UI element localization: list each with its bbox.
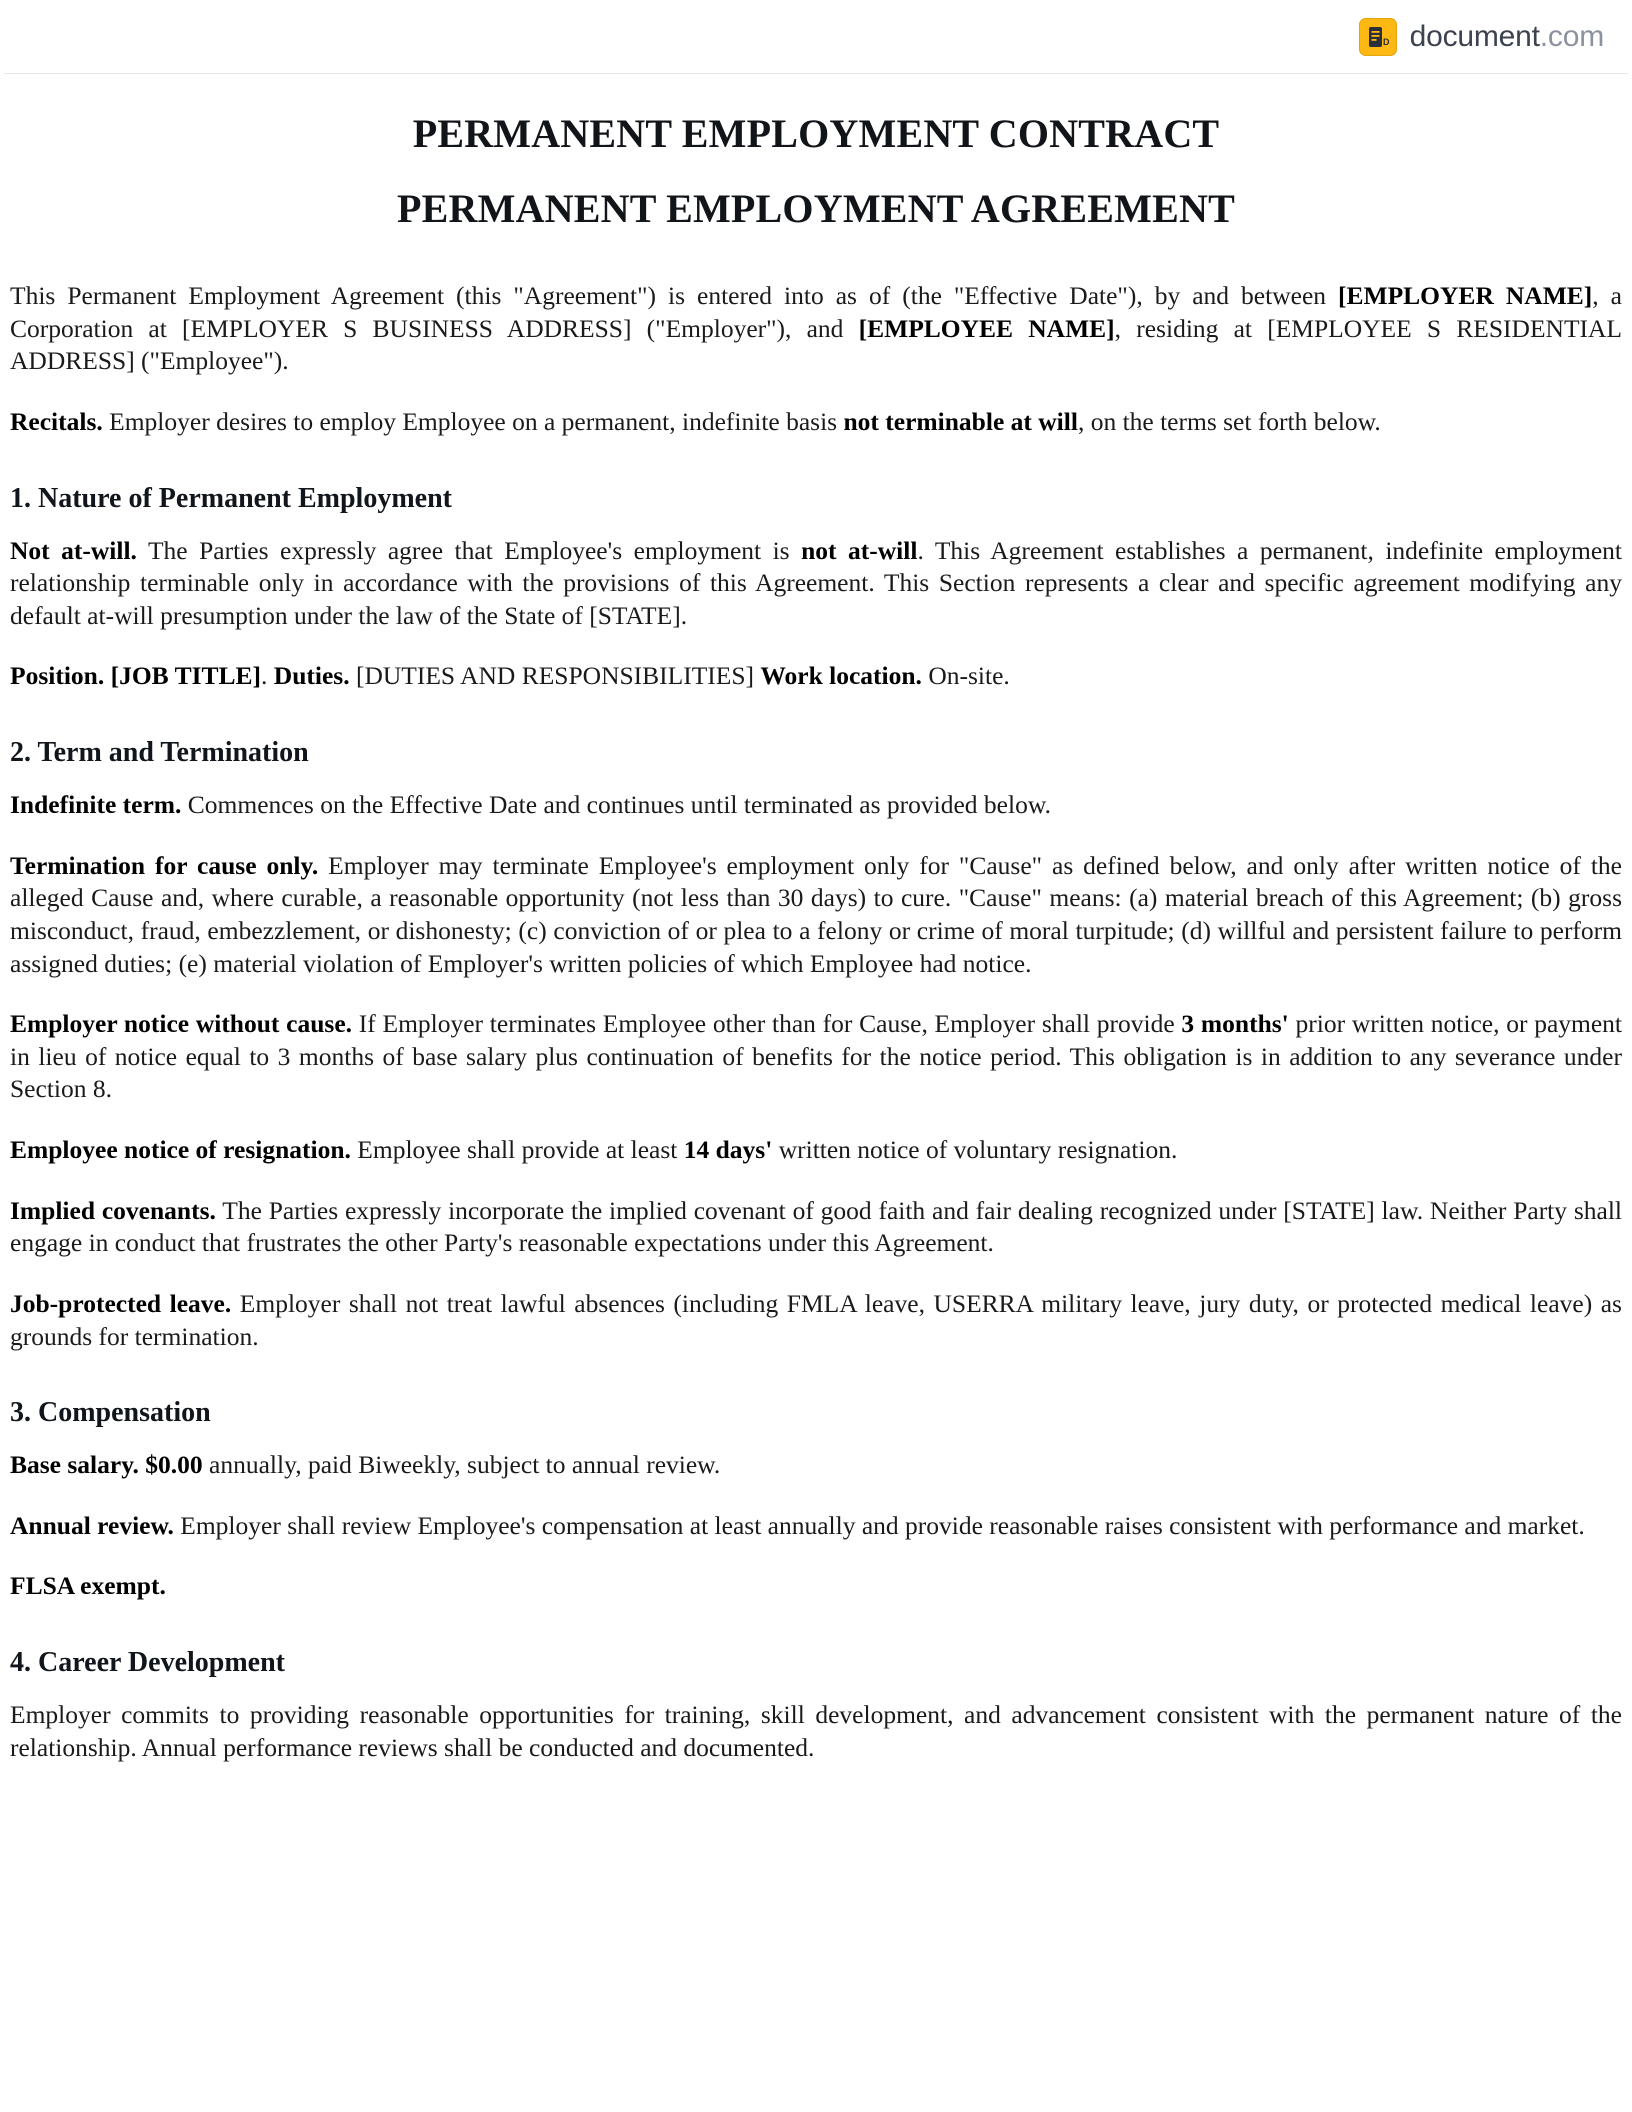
svg-text:D: D — [1382, 36, 1390, 47]
paragraph-label: Base salary. $0.00 — [10, 1450, 203, 1480]
paragraph — [10, 1195, 1622, 1260]
paragraph — [10, 1008, 1622, 1106]
recitals-paragraph — [10, 406, 1622, 439]
paragraph-bold-1: 14 days' — [683, 1135, 773, 1164]
paragraph — [10, 1288, 1622, 1353]
intro-text-1: This Permanent Employment Agreement (this "Agreement") is entered into as of (the "Effective Date"), by and between — [10, 281, 1339, 310]
intro-text-2: , a Corporation at [EMPLOYER S BUSINESS ADDRESS] ("Employer"), and — [10, 281, 1622, 343]
brand-name — [1410, 20, 1604, 54]
paragraph-text-1: Commences on the Effective Date and continues until terminated as provided below. — [181, 790, 1051, 819]
recitals-text-2: , on the terms set forth below. — [1077, 406, 1381, 436]
paragraph-label: Not at-will. — [10, 535, 137, 565]
section-heading-4: 4. Career Development — [10, 1647, 285, 1678]
employer-name-placeholder: [EMPLOYER NAME] — [1338, 281, 1593, 310]
paragraph-text-1: . — [261, 661, 274, 691]
paragraph-text-1: If Employer terminates Employee other than for Cause, Employer shall provide — [352, 1009, 1182, 1039]
brand[interactable] — [1359, 18, 1604, 56]
paragraph-label: Position. [JOB TITLE] — [10, 661, 262, 691]
paragraph — [10, 1570, 1622, 1603]
paragraph-text-1: Employer may terminate Employee's employment only for "Cause" as defined below, and only after written notice of the alleged Cause and, where curable, a reasonable opportunity (not less than 30 days) to cure. "Cause" means: (a) material breach of this Agreement; (b) gross misconduct, fraud, embezzlement, or dishonesty; (c) conviction of or plea to a felony or crime of moral turpitude; (d) willful and persistent failure to perform assigned duties; (e) material violation of Employer's written policies of which Employee had notice. — [10, 850, 1622, 978]
paragraph — [10, 1449, 1622, 1482]
paragraph-text-1: The Parties expressly incorporate the implied covenant of good faith and fair dealing recognized under [STATE] law. Neither Party shall engage in conduct that frustrates the other Party's reasonable expectations under this Agreement. — [10, 1195, 1623, 1258]
paragraph-label: Implied covenants. — [10, 1195, 216, 1225]
paragraph — [10, 660, 1622, 693]
paragraph-label: Indefinite term. — [10, 790, 182, 819]
paragraph-text-3: On-site. — [921, 661, 1010, 691]
paragraph-text-1: The Parties expressly agree that Employee's employment is — [136, 535, 802, 565]
paragraph-bold-1: 3 months' — [1181, 1009, 1289, 1039]
paragraph-label: FLSA exempt. — [10, 1571, 166, 1601]
section-heading-3: 3. Compensation — [10, 1397, 211, 1429]
paragraph-label: Employer notice without cause. — [10, 1009, 353, 1039]
recitals-text-1: Employer desires to employ Employee on a permanent, indefinite basis — [102, 406, 844, 436]
paragraph-text-1: Employer commits to providing reasonable opportunities for training, skill development, and advancement consistent with the permanent nature of the relationship. Annual performance reviews shall be conducted and documented. — [10, 1700, 1622, 1762]
intro-paragraph — [10, 280, 1622, 378]
brand-name-main: document — [1409, 19, 1540, 53]
paragraph-bold-1: not at-will — [801, 535, 918, 565]
paragraph — [10, 1510, 1622, 1543]
paragraph — [10, 1134, 1622, 1167]
paragraph-text-2: . This Agreement establishes a permanent, indefinite employment relationship terminable only in accordance with the provisions of this Agreement. This Section represents a clear and specific agreement modifying any default at-will presumption under the law of the State of [STATE]. — [10, 535, 1623, 630]
employee-name-placeholder: [EMPLOYEE NAME] — [858, 313, 1115, 343]
paragraph — [10, 1699, 1622, 1764]
paragraph-text-1: Employer shall review Employee's compensation at least annually and provide reasonable raises consistent with performance and market. — [173, 1510, 1585, 1540]
document-body — [4, 280, 1628, 1764]
header-bar — [4, 0, 1628, 74]
paragraph-text-2: written notice of voluntary resignation. — [772, 1135, 1178, 1164]
paragraph-label: Employee notice of resignation. — [10, 1135, 351, 1164]
document-subtitle: PERMANENT EMPLOYMENT AGREEMENT — [397, 186, 1235, 231]
paragraph-text-2: prior written notice, or payment in lieu of notice equal to 3 months of base salary plus continuation of benefits for the notice period. This obligation is in addition to any severance under Section 8. — [10, 1009, 1623, 1104]
paragraph-text-2: [DUTIES AND RESPONSIBILITIES] — [349, 661, 761, 691]
document-title: PERMANENT EMPLOYMENT CONTRACT — [412, 111, 1220, 156]
section-heading-1: 1. Nature of Permanent Employment — [10, 482, 452, 514]
paragraph-label: Annual review. — [10, 1510, 174, 1540]
paragraph-label: Termination for cause only. — [10, 850, 319, 880]
paragraph — [10, 535, 1622, 633]
paragraph-text-1: annually, paid Biweekly, subject to annual review. — [202, 1450, 721, 1480]
recitals-bold-1: not terminable at will — [843, 406, 1078, 436]
paragraph-bold-1: Duties. — [273, 661, 350, 691]
paragraph — [10, 789, 1622, 822]
paragraph — [10, 850, 1622, 981]
document-logo-icon — [1359, 18, 1397, 56]
paragraph-text-1: Employee shall provide at least — [350, 1135, 684, 1164]
brand-name-suffix: .com — [1539, 19, 1604, 53]
intro-text-3: , residing at [EMPLOYEE S RESIDENTIAL ADDRESS] ("Employee"). — [10, 313, 1623, 376]
paragraph-label: Job-protected leave. — [10, 1288, 232, 1318]
paragraph-text-1: Employer shall not treat lawful absences (including FMLA leave, USERRA military leave, jury duty, or protected medical leave) as grounds for termination. — [10, 1288, 1622, 1351]
paragraph-bold-2: Work location. — [760, 661, 922, 691]
recitals-label: Recitals. — [10, 406, 103, 436]
section-heading-2: 2. Term and Termination — [10, 737, 309, 768]
